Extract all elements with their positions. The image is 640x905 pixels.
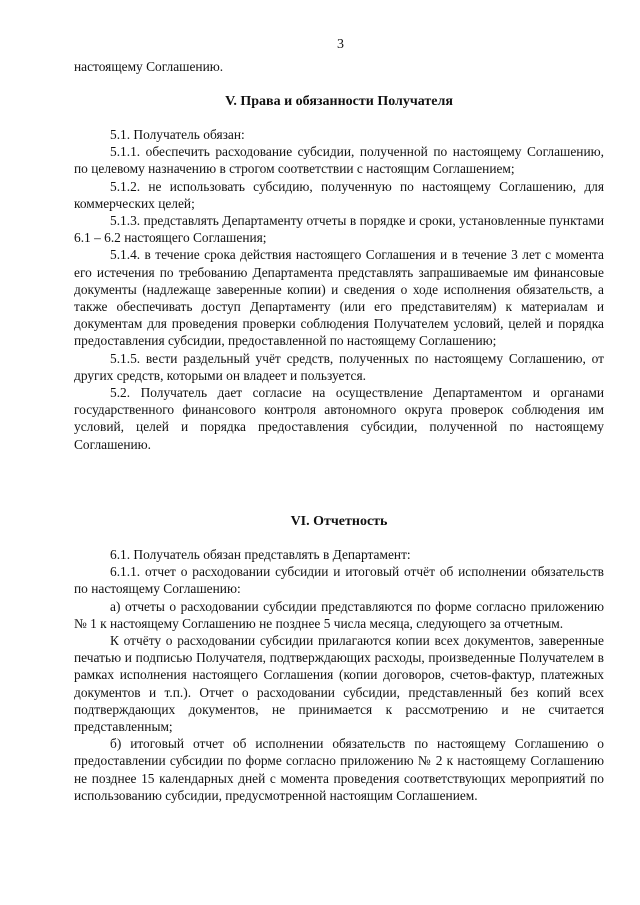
paragraph-attachments: К отчёту о расходовании субсидии прилагаются копии всех документов, заверенные печатью и подписью Получателя, подтверждающих расходы, произведенные Получателем в рамках исполнения настоящего Соглашения (копии договоров, счетов-фактур, платежных документов и т.п.). Отчет о расходовании субсидии, представленный без копий всех подтверждающих документов, не принимается к рассмотрению и не считается представленным; <box>74 633 604 735</box>
section-5-body <box>74 126 604 453</box>
paragraph-5-1-3: 5.1.3. представлять Департаменту отчеты в порядке и сроки, установленные пунктами 6.1 – 6.2 настоящего Соглашения; <box>74 213 604 246</box>
paragraph-5-1-2: 5.1.2. не использовать субсидию, полученную по настоящему Соглашению, для коммерческих целей; <box>74 178 604 211</box>
paragraph-5-1: 5.1. Получатель обязан: <box>110 127 245 142</box>
paragraph-6-1-1: 6.1.1. отчет о расходовании субсидии и итоговый отчёт об исполнении обязательств по настоящему Соглашению: <box>74 564 604 597</box>
paragraph-6-1-1-b: б) итоговый отчет об исполнении обязательств по настоящему Соглашению о предоставлении субсидии по форме согласно приложению № 2 к настоящему Соглашению не позднее 15 календарных дней с момента проведения соответствующих мероприятий по использованию субсидии, предусмотренной настоящим Соглашением. <box>74 736 604 803</box>
paragraph-5-1-4: 5.1.4. в течение срока действия настоящего Соглашения и в течение 3 лет с момента его истечения по требованию Департамента представлять запрашиваемые им финансовые документы (надлежаще заверенные копии) и сведения о ходе исполнения обязательств, а также обеспечивать доступ Департаменту (или его представителям) к материалам и документам для проведения проверки соблюдения Получателем условий, целей и порядка предоставления субсидии, предоставленной по настоящему Соглашению; <box>74 247 604 349</box>
paragraph-6-1-1-a: а) отчеты о расходовании субсидии представляются по форме согласно приложению № 1 к настоящему Соглашению не позднее 5 числа месяца, следующего за отчетным. <box>74 598 604 631</box>
paragraph-5-1-5: 5.1.5. вести раздельный учёт средств, полученных по настоящему Соглашению, от других средств, которыми он владеет и пользуется. <box>74 350 604 383</box>
page-number: 3 <box>337 37 344 52</box>
continuation-text: настоящему Соглашению. <box>74 59 224 74</box>
section-6-heading: VI. Отчетность <box>290 514 388 529</box>
section-5-heading: V. Права и обязанности Получателя <box>225 94 453 109</box>
paragraph-5-2: 5.2. Получатель дает согласие на осуществление Департаментом и органами государственного финансового контроля автономного округа проверок соблюдения им условий, целей и порядка предоставления субсидии, полученной по настоящему Соглашению. <box>74 385 604 452</box>
paragraph-6-1: 6.1. Получатель обязан представлять в Департамент: <box>110 547 411 562</box>
section-6-body <box>74 546 604 804</box>
paragraph-5-1-1: 5.1.1. обеспечить расходование субсидии, полученной по настоящему Соглашению, по целевому назначению в строгом соответствии с настоящим Соглашением; <box>74 144 604 177</box>
